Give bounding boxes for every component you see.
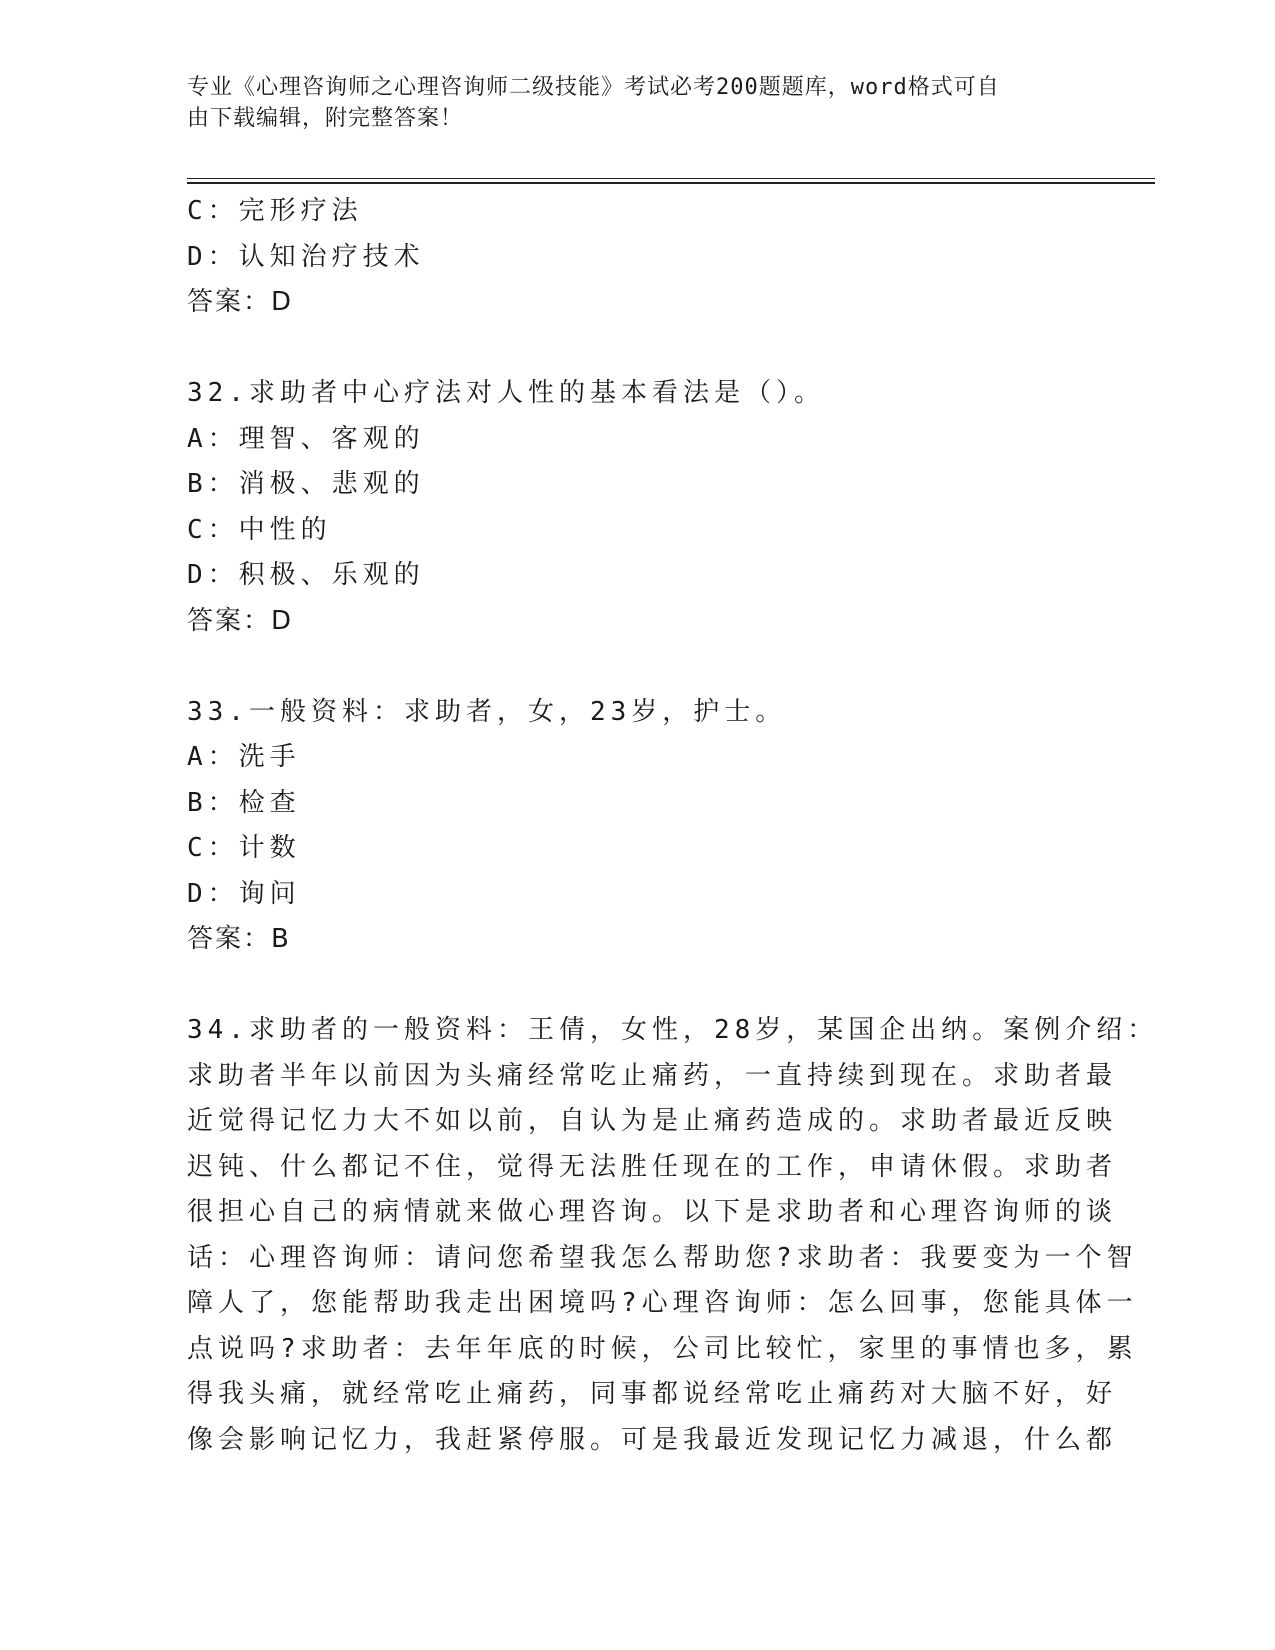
option-d: D：询问 [187,878,301,909]
question-text-line: 障人了，您能帮助我走出困境吗?心理咨询师：怎么回事，您能具体一 [187,1288,1138,1318]
question-text-line: 得我头痛，就经常吃止痛药，同事都说经常吃止痛药对大脑不好，好 [187,1379,1118,1409]
question-34 [187,1008,1159,1463]
header-divider-thin [187,178,1155,179]
question-text-line: 像会影响记忆力，我赶紧停服。可是我最近发现记忆力减退，什么都 [187,1424,1118,1455]
document-body [187,189,1159,1463]
question-text-line: 求助者半年以前因为头痛经常吃止痛药，一直持续到现在。求助者最 [187,1060,1118,1091]
answer-label: 答案：D [187,287,294,317]
option-c: C：完形疗法 [187,196,363,226]
answer-label: 答案：D [187,605,294,636]
spacer [187,644,1087,690]
option-c: C：中性的 [187,514,332,545]
option-d: D：积极、乐观的 [187,560,425,590]
question-text: 32.求助者中心疗法对人性的基本看法是（）。 [187,378,825,408]
question-text-line: 很担心自己的病情就来做心理咨询。以下是求助者和心理咨询师的谈 [187,1197,1118,1227]
header-line-2: 由下载编辑，附完整答案！ [187,106,464,131]
header-line-1: 专业《心理咨询师之心理咨询师二级技能》考试必考200题题库，word格式可自 [187,75,1000,100]
option-a: A：洗手 [187,742,301,772]
option-b: B：消极、悲观的 [187,469,425,499]
document-header [187,72,1067,134]
question-text-line: 34.求助者的一般资料：王倩，女性，28岁，某国企出纳。案例介绍： [187,1015,1159,1045]
header-divider-thick [187,182,1155,184]
spacer [187,963,1087,1009]
option-c: C：计数 [187,833,301,863]
question-text-line: 近觉得记忆力大不如以前，自认为是止痛药造成的。求助者最近反映 [187,1106,1118,1136]
question-text: 33.一般资料：求助者，女，23岁，护士。 [187,696,787,727]
answer-label: 答案：B [187,924,291,954]
question-text-line: 迟钝、什么都记不住，觉得无法胜任现在的工作，申请休假。求助者 [187,1151,1118,1182]
option-d: D：认知治疗技术 [187,241,425,272]
question-text-line: 点说吗?求助者：去年年底的时候，公司比较忙，家里的事情也多，累 [187,1333,1138,1364]
question-33 [187,690,1087,963]
question-text-line: 话：心理咨询师：请问您希望我怎么帮助您?求助者：我要变为一个智 [187,1242,1138,1273]
option-a: A：理智、客观的 [187,423,425,454]
question-31-fragment [187,189,1087,326]
question-32 [187,371,1087,644]
spacer [187,326,1087,372]
option-b: B：检查 [187,787,301,818]
